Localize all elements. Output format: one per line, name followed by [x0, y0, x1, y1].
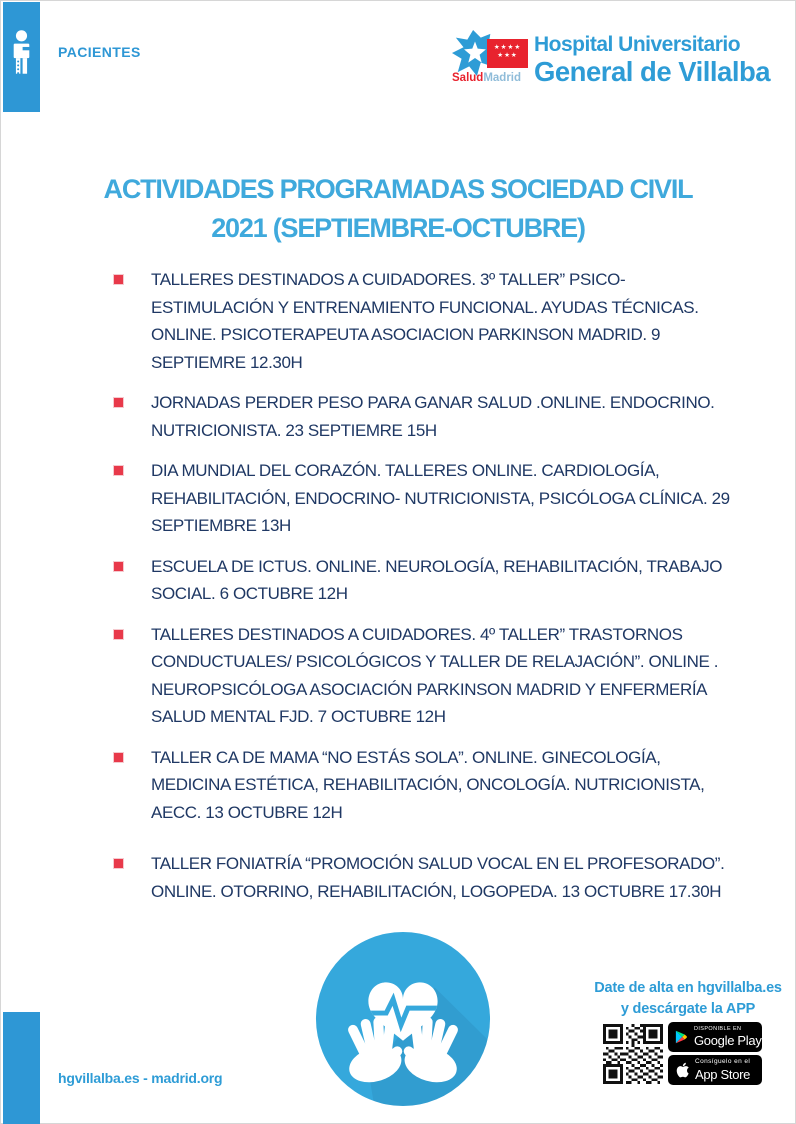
- hospital-name-line2: General de Villalba: [534, 56, 771, 87]
- activity-text: JORNADAS PERDER PESO PARA GANAR SALUD .ONLINE. ENDOCRINO. NUTRICIONISTA. 23 SEPTIEMRE 15H: [151, 393, 715, 440]
- activity-text: DIA MUNDIAL DEL CORAZÓN. TALLERES ONLINE. CARDIOLOGÍA, REHABILITACIÓN, ENDOCRINO- NUTRICIONISTA, PSICÓLOGA CLÍNICA. 29 SEPTIEMBRE 13H: [151, 461, 730, 535]
- bullet-square-icon: [114, 466, 123, 475]
- list-item: [114, 457, 730, 540]
- footer-bar: [3, 1012, 40, 1124]
- app-store-badge: [668, 1055, 762, 1085]
- hospital-logo: [452, 28, 770, 86]
- list-item: [114, 850, 730, 905]
- apple-icon: [674, 1061, 690, 1079]
- app-store-store-name: App Store: [695, 1066, 751, 1082]
- patients-section-bar: [3, 2, 40, 112]
- activities-list: [114, 266, 730, 918]
- patient-icon: [7, 26, 36, 88]
- list-item: [114, 553, 730, 608]
- hospital-name-line1: Hospital Universitario: [534, 33, 741, 56]
- salud-madrid-logo: [452, 28, 530, 84]
- activity-text: TALLERES DESTINADOS A CUIDADORES. 3º TALLER” PSICO-ESTIMULACIÓN Y ENTRENAMIENTO FUNCIONAL. AYUDAS TÉCNICAS. ONLINE. PSICOTERAPEUTA ASOCIACION PARKINSON MADRID. 9 SEPTIEMRE 12.30H: [151, 270, 699, 372]
- bullet-square-icon: [114, 398, 123, 407]
- activity-text: TALLER CA DE MAMA “NO ESTÁS SOLA”. ONLINE. GINECOLOGÍA, MEDICINA ESTÉTICA, REHABILITACIÓN, ONCOLOGÍA. NUTRICIONISTA, AECC. 13 OCTUBRE 12H: [151, 747, 705, 822]
- bullet-square-icon: [114, 562, 123, 571]
- hospital-name: [534, 28, 770, 86]
- activity-text: TALLERES DESTINADOS A CUIDADORES. 4º TALLER” TRASTORNOS CONDUCTUALES/ PSICOLÓGICOS Y TALLER DE RELAJACIÓN”. ONLINE . NEUROPSICÓLOGA ASOCIACIÓN PARKINSON MADRID Y ENFERMERÍA SALUD MENTAL FJD. 7 OCTUBRE 12H: [151, 624, 719, 726]
- salud-madrid-wordmark: SaludMadrid: [452, 72, 522, 84]
- app-store-tagline: Consíguelo en el: [695, 1058, 751, 1066]
- list-item: [114, 744, 730, 827]
- bullet-square-icon: [114, 859, 123, 868]
- section-label: PACIENTES: [58, 44, 141, 60]
- activity-text: ESCUELA DE ICTUS. ONLINE. NEUROLOGÍA, REHABILITACIÓN, TRABAJO SOCIAL. 6 OCTUBRE 12H: [151, 556, 723, 603]
- website-label: hgvillalba.es - madrid.org: [58, 1070, 223, 1086]
- madrid-flag-icon: ★★★★ ★★★: [487, 39, 528, 68]
- activity-text: TALLER FONIATRÍA “PROMOCIÓN SALUD VOCAL EN EL PROFESORADO”. ONLINE. OTORRINO, REHABILITACIÓN, LOGOPEDA. 13 OCTUBRE 17.30H: [151, 854, 725, 901]
- bullet-square-icon: [114, 275, 123, 284]
- google-play-store-name: Google Play: [694, 1033, 762, 1049]
- app-promo-line1: Date de alta en hgvillalba.es: [594, 980, 782, 996]
- list-item: [114, 389, 730, 444]
- qr-code: [603, 1024, 663, 1084]
- bullet-square-icon: [114, 753, 123, 762]
- google-play-badge: [668, 1022, 762, 1052]
- google-play-tagline: DISPONIBLE EN: [694, 1025, 742, 1032]
- app-promo-line2: y descárgate la APP: [620, 1001, 756, 1017]
- google-play-icon: [674, 1029, 689, 1045]
- bullet-square-icon: [114, 630, 123, 639]
- heart-hands-icon: [314, 930, 492, 1108]
- list-item: [114, 266, 730, 376]
- list-item: [114, 621, 730, 731]
- page-title: ACTIVIDADES PROGRAMADAS SOCIEDAD CIVIL 2021 (SEPTIEMBRE-OCTUBRE): [103, 174, 693, 243]
- app-promo-text: [584, 978, 792, 1020]
